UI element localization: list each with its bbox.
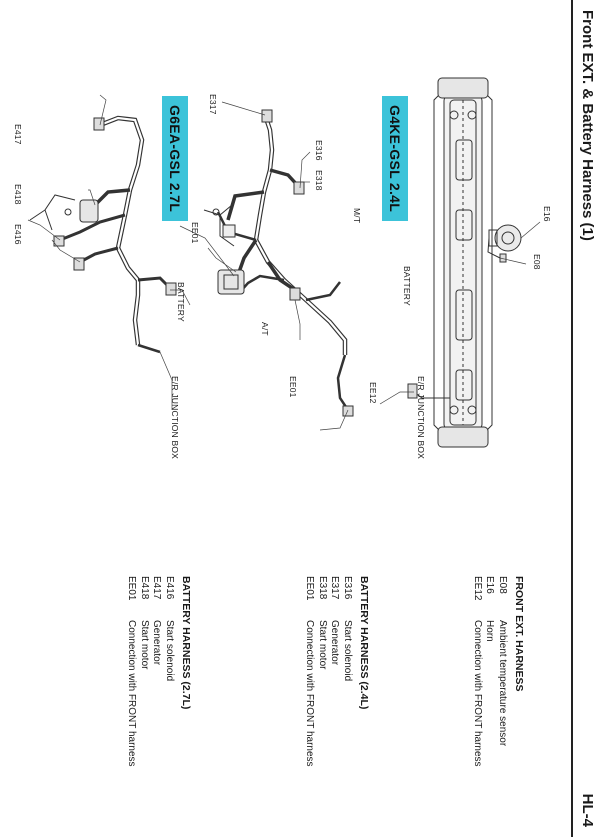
badge-engine-24: G4KE-GSL 2.4L — [382, 96, 408, 221]
page-number: HL-4 — [579, 793, 596, 827]
callout-ee12: EE12 — [368, 382, 378, 404]
legend-code: E316 — [342, 576, 353, 600]
legend-title: BATTERY HARNESS (2.7L) — [180, 576, 192, 710]
callout-e417: E417 — [13, 124, 23, 145]
callout-battery-24: BATTERY — [402, 266, 412, 306]
legend-row — [150, 576, 163, 767]
legend-desc: Connection with FRONT harness — [472, 620, 483, 767]
legend-desc: Connection with FRONT harness — [126, 620, 138, 767]
legend-code: E416 — [164, 576, 175, 600]
callout-e418: E418 — [13, 184, 23, 205]
legend-battery-27 — [125, 576, 192, 767]
legend-code: E417 — [151, 576, 163, 600]
callout-junction-27: E/R JUNCTION BOX — [170, 376, 180, 460]
legend-code: EE01 — [304, 576, 316, 601]
legend-row — [125, 576, 138, 767]
legend-code: E318 — [317, 576, 328, 600]
legend-desc: Generator — [151, 620, 163, 666]
harness-27 — [30, 118, 176, 352]
legend-row — [341, 576, 354, 767]
legend-row — [316, 576, 329, 767]
legend-code: E418 — [139, 576, 150, 600]
callout-e317: E317 — [208, 94, 218, 115]
legend-desc: Start solenoid — [342, 620, 353, 682]
legend-row — [471, 576, 484, 767]
page-title: Front EXT. & Battery Harness (1) — [579, 10, 596, 241]
callout-e416: E416 — [13, 224, 23, 245]
front-bumper-beam — [434, 78, 492, 447]
legend-row — [328, 576, 341, 767]
legend-row — [483, 576, 496, 767]
legend-code: E317 — [329, 576, 341, 600]
legend-front-ext — [471, 576, 526, 767]
callout-junction-24: E/R JUNCTION BOX — [416, 376, 426, 460]
callout-at: A/T — [260, 322, 270, 336]
legend-battery-24 — [303, 576, 370, 767]
callout-e16: E16 — [542, 206, 552, 222]
legend-code: EE01 — [126, 576, 138, 601]
callout-e316: E316 — [314, 140, 324, 161]
badge-engine-27: G6EA-GSL 2.7L — [162, 96, 188, 221]
legend-desc: Start solenoid — [164, 620, 175, 682]
legend-desc: Ambient temperature sensor — [497, 620, 508, 747]
legend-title: FRONT EXT. HARNESS — [513, 576, 525, 692]
callout-ee01-24: EE01 — [288, 376, 298, 398]
legend-desc: Generator — [329, 620, 341, 666]
legend-code: EE12 — [472, 576, 483, 601]
harness-24 — [204, 110, 353, 416]
horn-assembly — [489, 225, 521, 251]
legend-desc: Start motor — [317, 620, 328, 670]
legend-title: BATTERY HARNESS (2.4L) — [358, 576, 370, 710]
legend-row — [138, 576, 151, 767]
legend-code: E08 — [497, 576, 508, 594]
legend-row — [163, 576, 176, 767]
legend-row — [303, 576, 316, 767]
callout-e08: E08 — [532, 254, 542, 270]
legend-code: E16 — [484, 576, 496, 594]
legend-row — [496, 576, 509, 767]
legend-desc: Horn — [484, 620, 496, 642]
callout-mt: M/T — [352, 208, 362, 224]
callout-battery-27: BATTERY — [176, 282, 186, 322]
legend-desc: Connection with FRONT harness — [304, 620, 316, 767]
callout-ee01-27: EE01 — [190, 222, 200, 244]
callout-e318: E318 — [314, 170, 324, 191]
legend-desc: Start motor — [139, 620, 150, 670]
